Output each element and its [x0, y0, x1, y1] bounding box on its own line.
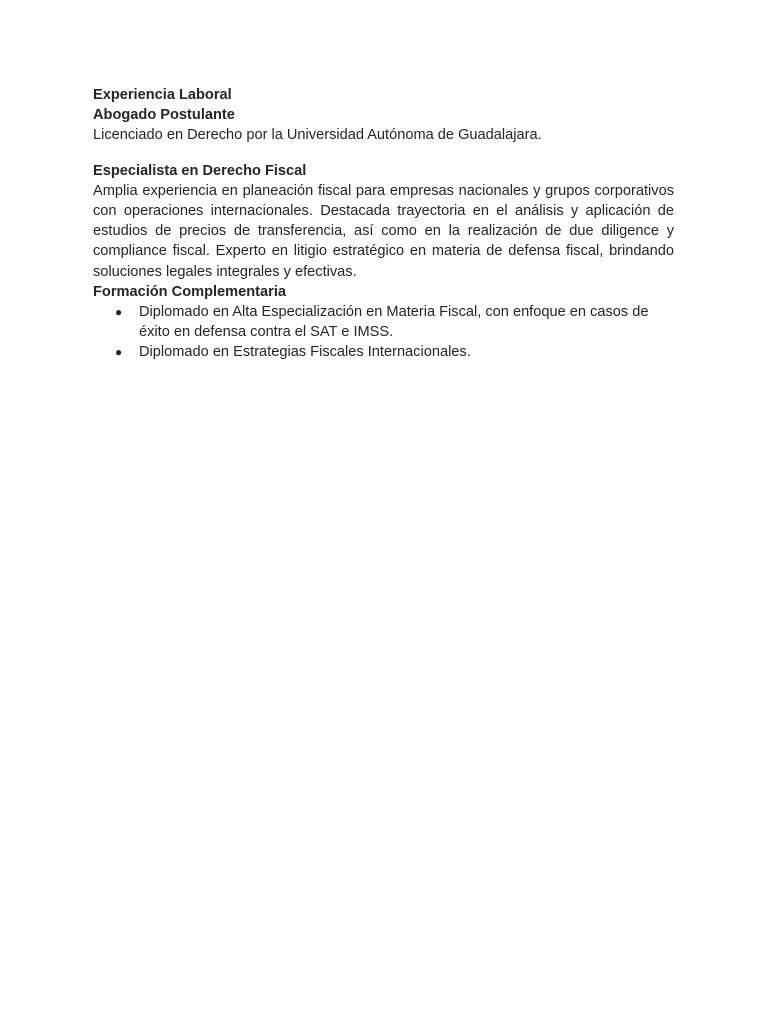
- paragraph-spacer: [93, 146, 674, 161]
- training-list: [93, 302, 674, 363]
- training-item-text: Diplomado en Alta Especialización en Materia Fiscal, con enfoque en casos de éxito en defensa contra el SAT e IMSS.: [139, 304, 649, 341]
- document-page: [93, 85, 674, 363]
- training-list-item: [93, 302, 674, 342]
- bullet-icon: ●: [115, 345, 123, 360]
- training-heading: Formación Complementaria: [93, 283, 287, 300]
- role-description: Licenciado en Derecho por la Universidad Autónoma de Guadalajara.: [93, 127, 542, 144]
- training-item-text: Diplomado en Estrategias Fiscales Internacionales.: [139, 344, 471, 361]
- role-title: Abogado Postulante: [93, 107, 235, 124]
- specialty-heading: Especialista en Derecho Fiscal: [93, 162, 307, 179]
- experience-heading: Experiencia Laboral: [93, 87, 232, 103]
- training-list-item: [93, 342, 674, 362]
- bullet-icon: ●: [115, 305, 123, 320]
- specialty-description: Amplia experiencia en planeación fiscal para empresas nacionales y grupos corporativos con operaciones internacionales. Destacada trayectoria en el análisis y aplicación de estudios de precios de transferencia, así como en la realización de due diligence y compliance fiscal. Experto en litigio estratégico en materia de defensa fiscal, brindando soluciones legales integrales y efectivas.: [93, 182, 674, 280]
